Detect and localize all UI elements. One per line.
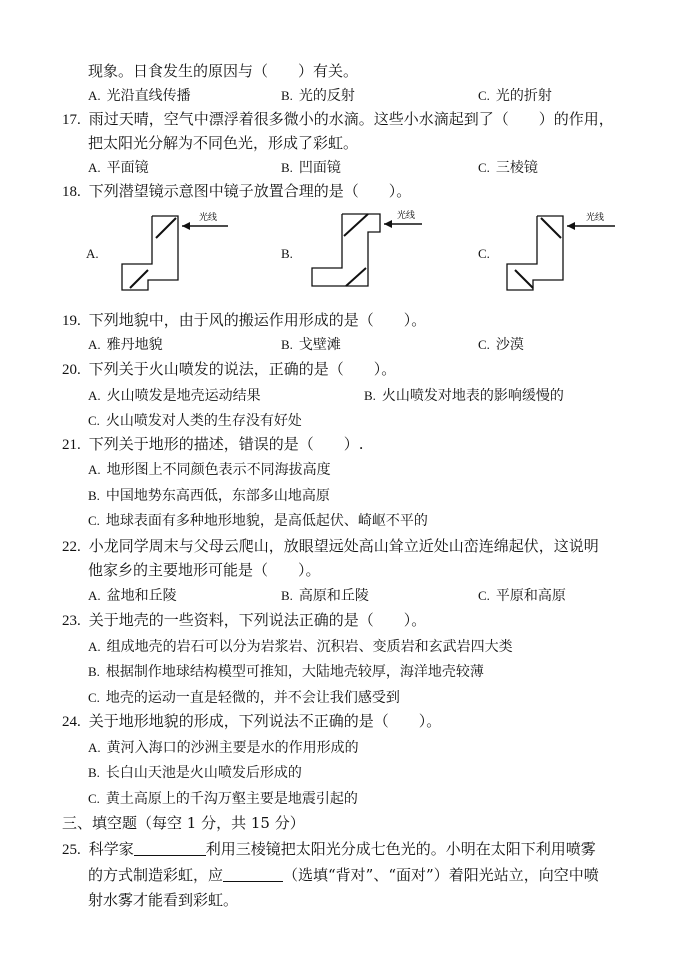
q25-line1 [62, 838, 596, 861]
q17-stem-line1 [62, 108, 614, 131]
q18-option-b-letter: B. [281, 246, 293, 261]
q22-stem-text: 小龙同学周末与父母云爬山，放眼望远处高山耸立近处山峦连绵起伏，这说明 [88, 537, 599, 555]
q19-option-c [478, 335, 524, 355]
question-number: 24. [62, 714, 81, 730]
question-number: 23. [62, 613, 81, 629]
option-text: 高原和丘陵 [298, 588, 369, 604]
q25-text-3: 的方式制造彩虹，应 [88, 866, 224, 884]
q17-stem-line2: 把太阳光分解为不同色光，形成了彩虹。 [88, 134, 359, 152]
option-text: 雅丹地貌 [106, 337, 163, 353]
q19-option-a [88, 335, 163, 355]
q16-option-c [478, 86, 552, 106]
option-text: 平原和高原 [495, 588, 566, 604]
option-text: 地球表面有多种地形地貌，是高低起伏、崎岖不平的 [105, 513, 428, 529]
option-text: 凹面镜 [298, 160, 341, 176]
q20-stem-text: 下列关于火山喷发的说法，正确的是（ ）。 [88, 360, 397, 378]
q19-stem [62, 309, 426, 332]
periscope-tube [507, 216, 563, 290]
option-letter: C. [478, 588, 490, 603]
option-letter: A. [88, 740, 101, 755]
option-text: 光的折射 [495, 88, 552, 104]
question-number: 25. [62, 842, 81, 858]
q22-option-c [478, 586, 566, 606]
q16-stem-continuation: 现象。日食发生的原因与（ ）有关。 [88, 62, 359, 80]
option-letter: B. [88, 488, 100, 503]
option-letter: B. [88, 664, 100, 679]
option-letter: A. [88, 337, 101, 352]
option-letter: B. [281, 337, 293, 352]
q22-stem-line2: 他家乡的主要地形可能是（ ）。 [88, 561, 321, 579]
q17-option-b [281, 158, 341, 178]
option-letter: B. [364, 388, 376, 403]
q24-option-c [88, 789, 358, 809]
option-text: 盆地和丘陵 [106, 588, 177, 604]
q18-stem [62, 180, 411, 203]
question-number: 22. [62, 539, 81, 555]
top-mirror [344, 214, 368, 236]
option-text: 长白山天池是火山喷发后形成的 [105, 765, 302, 781]
option-letter: C. [88, 413, 100, 428]
q25-line3: 射水雾才能看到彩虹。 [88, 891, 239, 909]
question-number: 20. [62, 362, 81, 378]
q16-option-b [281, 86, 355, 106]
arrow-head [182, 222, 190, 230]
q21-stem [62, 433, 364, 456]
q24-stem-text: 关于地形地貌的形成，下列说法不正确的是（ ）。 [88, 712, 442, 730]
q24-option-a [88, 738, 359, 758]
q25-text-2: 利用三棱镜把太阳光分成七色光的。小明在太阳下利用喷雾 [205, 840, 596, 858]
arrow-head [384, 220, 392, 228]
q18-periscope-a [120, 208, 230, 298]
option-text: 光沿直线传播 [106, 88, 191, 104]
q16-option-a [88, 86, 191, 106]
bottom-mirror [515, 270, 533, 288]
option-text: 平面镜 [106, 160, 149, 176]
q23-stem-text: 关于地壳的一些资料，下列说法正确的是（ ）。 [88, 611, 427, 629]
option-text: 火山喷发对地表的影响缓慢的 [381, 388, 564, 404]
option-letter: C. [88, 690, 100, 705]
light-label: 光线 [198, 213, 218, 223]
option-letter: B. [281, 160, 293, 175]
option-letter: A. [88, 388, 101, 403]
q19-option-b [281, 335, 341, 355]
q22-option-a [88, 586, 177, 606]
q25-text-1: 科学家 [88, 840, 134, 858]
option-text: 黄土高原上的千沟万壑主要是地震引起的 [105, 791, 358, 807]
option-text: 地形图上不同颜色表示不同海拔高度 [106, 462, 331, 478]
option-letter: B. [281, 88, 293, 103]
option-text: 黄河入海口的沙洲主要是水的作用形成的 [106, 740, 359, 756]
q22-stem-line1 [62, 535, 599, 558]
option-letter: C. [88, 513, 100, 528]
option-letter: B. [88, 765, 100, 780]
question-number: 17. [62, 112, 81, 128]
q18-periscope-c [505, 208, 617, 298]
q23-stem [62, 609, 426, 632]
q21-option-a [88, 460, 331, 480]
q19-stem-text: 下列地貌中，由于风的搬运作用形成的是（ ）。 [88, 311, 427, 329]
option-text: 地壳的运动一直是轻微的，并不会让我们感受到 [105, 690, 400, 706]
q17-option-a [88, 158, 149, 178]
light-label: 光线 [585, 213, 605, 223]
option-letter: C. [478, 88, 490, 103]
q18-option-a-letter: A. [86, 246, 99, 261]
q21-option-c [88, 511, 428, 531]
option-letter: A. [88, 88, 101, 103]
q21-option-b [88, 486, 330, 506]
question-number: 18. [62, 184, 81, 200]
option-letter: B. [281, 588, 293, 603]
light-label: 光线 [396, 211, 416, 221]
question-number: 21. [62, 437, 81, 453]
periscope-tube [122, 216, 178, 290]
option-letter: A. [88, 588, 101, 603]
question-number: 19. [62, 313, 81, 329]
periscope-tube [312, 214, 380, 286]
q17-stem-text: 雨过天晴，空气中漂浮着很多微小的水滴。这些小水滴起到了（ ）的作用， [88, 110, 614, 128]
q25-line2 [88, 864, 599, 886]
option-letter: A. [88, 160, 101, 175]
q23-option-b [88, 662, 484, 682]
option-text: 根据制作地球结构模型可推知，大陆地壳较厚，海洋地壳较薄 [105, 664, 484, 680]
q23-option-a [88, 637, 513, 657]
option-letter: C. [88, 791, 100, 806]
option-text: 火山喷发对人类的生存没有好处 [105, 413, 302, 429]
q24-stem [62, 710, 441, 733]
q20-stem [62, 358, 396, 381]
top-mirror [156, 218, 176, 238]
q18-periscope-b [310, 206, 425, 296]
option-letter: A. [88, 639, 101, 654]
option-letter: C. [478, 337, 490, 352]
option-text: 三棱镜 [495, 160, 538, 176]
option-text: 中国地势东高西低，东部多山地高原 [105, 488, 330, 504]
option-text: 组成地壳的岩石可以分为岩浆岩、沉积岩、变质岩和玄武岩四大类 [106, 639, 513, 655]
q25-text-4: （选填“背对”、“面对”）着阳光站立，向空中喷 [283, 866, 599, 884]
section-3-heading: 三、填空题（每空 1 分，共 15 分） [62, 814, 305, 832]
q23-option-c [88, 688, 400, 708]
q24-option-b [88, 763, 302, 783]
option-text: 光的反射 [298, 88, 355, 104]
option-letter: A. [88, 462, 101, 477]
bottom-mirror [346, 268, 366, 286]
q20-option-c [88, 411, 302, 431]
option-text: 沙漠 [495, 337, 524, 353]
top-mirror [541, 218, 561, 238]
option-letter: C. [478, 160, 490, 175]
bottom-mirror [130, 270, 148, 288]
answer-blank-scientist[interactable] [134, 839, 206, 856]
arrow-head [567, 222, 575, 230]
q17-option-c [478, 158, 538, 178]
answer-blank-direction[interactable] [223, 865, 283, 882]
q20-option-a [88, 386, 261, 406]
q20-option-b [364, 386, 564, 406]
option-text: 火山喷发是地壳运动结果 [106, 388, 261, 404]
option-text: 戈壁滩 [298, 337, 341, 353]
q18-stem-text: 下列潜望镜示意图中镜子放置合理的是（ ）。 [88, 182, 412, 200]
q22-option-b [281, 586, 369, 606]
q21-stem-text: 下列关于地形的描述，错误的是（ ）. [88, 435, 364, 453]
q18-option-c-letter: C. [478, 246, 490, 261]
